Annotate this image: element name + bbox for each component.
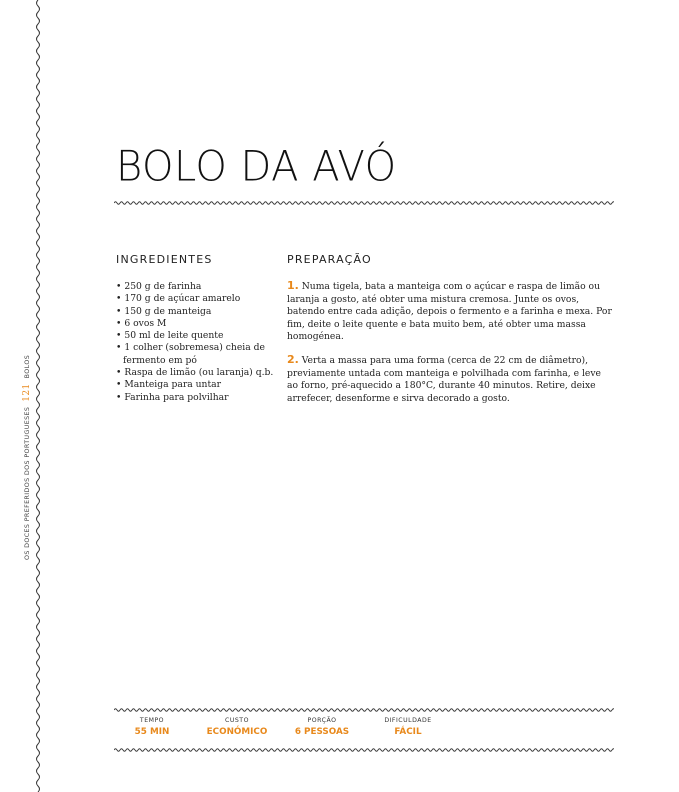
spine-wave-line: [31, 0, 45, 792]
ingredient-item: • Manteiga para untar: [116, 379, 281, 391]
preparation-step: [287, 354, 613, 405]
info-dificuldade: [363, 717, 453, 737]
step-text: Numa tigela, bata a manteiga com o açúcar e raspa de limão ou laranja a gosto, até obter uma mistura cremosa. Junte os ovos, batendo entre cada adição, depois o fermento e a farinha e mexa. Por fim, deite o leite quente e bata muito bem, até obter uma massa homogénea.: [287, 281, 612, 343]
section-name: BOLOS: [24, 354, 31, 379]
porcao-label: PORÇÃO: [307, 717, 337, 724]
ingredient-item: • 170 g de açúcar amarelo: [116, 293, 281, 305]
preparation-heading: PREPARAÇÃO: [287, 253, 372, 266]
tempo-label: TEMPO: [139, 717, 165, 724]
info-bottom-wave-divider: [114, 746, 614, 754]
tempo-value: 55 MIN: [134, 727, 170, 737]
preparation-steps: [287, 280, 613, 415]
book-title: OS DOCES PREFERIDOS DOS PORTUGUESES: [24, 406, 31, 560]
step-text: Verta a massa para uma forma (cerca de 22 cm de diâmetro), previamente untada com manteiga e polvilhada com farinha, e leve ao forno, pré-aquecido a 180°C, durante 40 minutos. Retire, deixe arrefecer, desenforme e sirva decorado a gosto.: [287, 354, 601, 404]
info-top-wave-divider: [114, 706, 614, 714]
custo-value: ECONÓMICO: [206, 727, 268, 737]
sidebar-running-header: [22, 355, 32, 560]
dificuldade-label: DIFICULDADE: [384, 717, 432, 724]
ingredients-list: [116, 281, 281, 404]
info-tempo: [107, 717, 197, 737]
step-number: 2.: [287, 352, 299, 366]
preparation-step: [287, 280, 613, 344]
info-porcao: [277, 717, 367, 737]
porcao-value: 6 PESSOAS: [294, 727, 350, 737]
title-wave-divider: [114, 199, 614, 207]
ingredient-item: • 250 g de farinha: [116, 281, 281, 293]
ingredient-item: • Farinha para polvilhar: [116, 392, 281, 404]
ingredient-item: • 6 ovos M: [116, 318, 281, 330]
ingredient-item: • 1 colher (sobremesa) cheia de fermento em pó: [116, 342, 281, 367]
info-custo: [192, 717, 282, 737]
ingredients-heading: INGREDIENTES: [116, 253, 213, 266]
step-number: 1.: [287, 279, 299, 292]
ingredient-item: • Raspa de limão (ou laranja) q.b.: [116, 367, 281, 379]
ingredient-item: • 50 ml de leite quente: [116, 330, 281, 342]
page-number: 121: [22, 383, 32, 402]
dificuldade-value: FÁCIL: [394, 727, 422, 737]
ingredient-item: • 150 g de manteiga: [116, 306, 281, 318]
recipe-title: BOLO DA AVÓ: [116, 143, 397, 191]
custo-label: CUSTO: [225, 717, 249, 724]
